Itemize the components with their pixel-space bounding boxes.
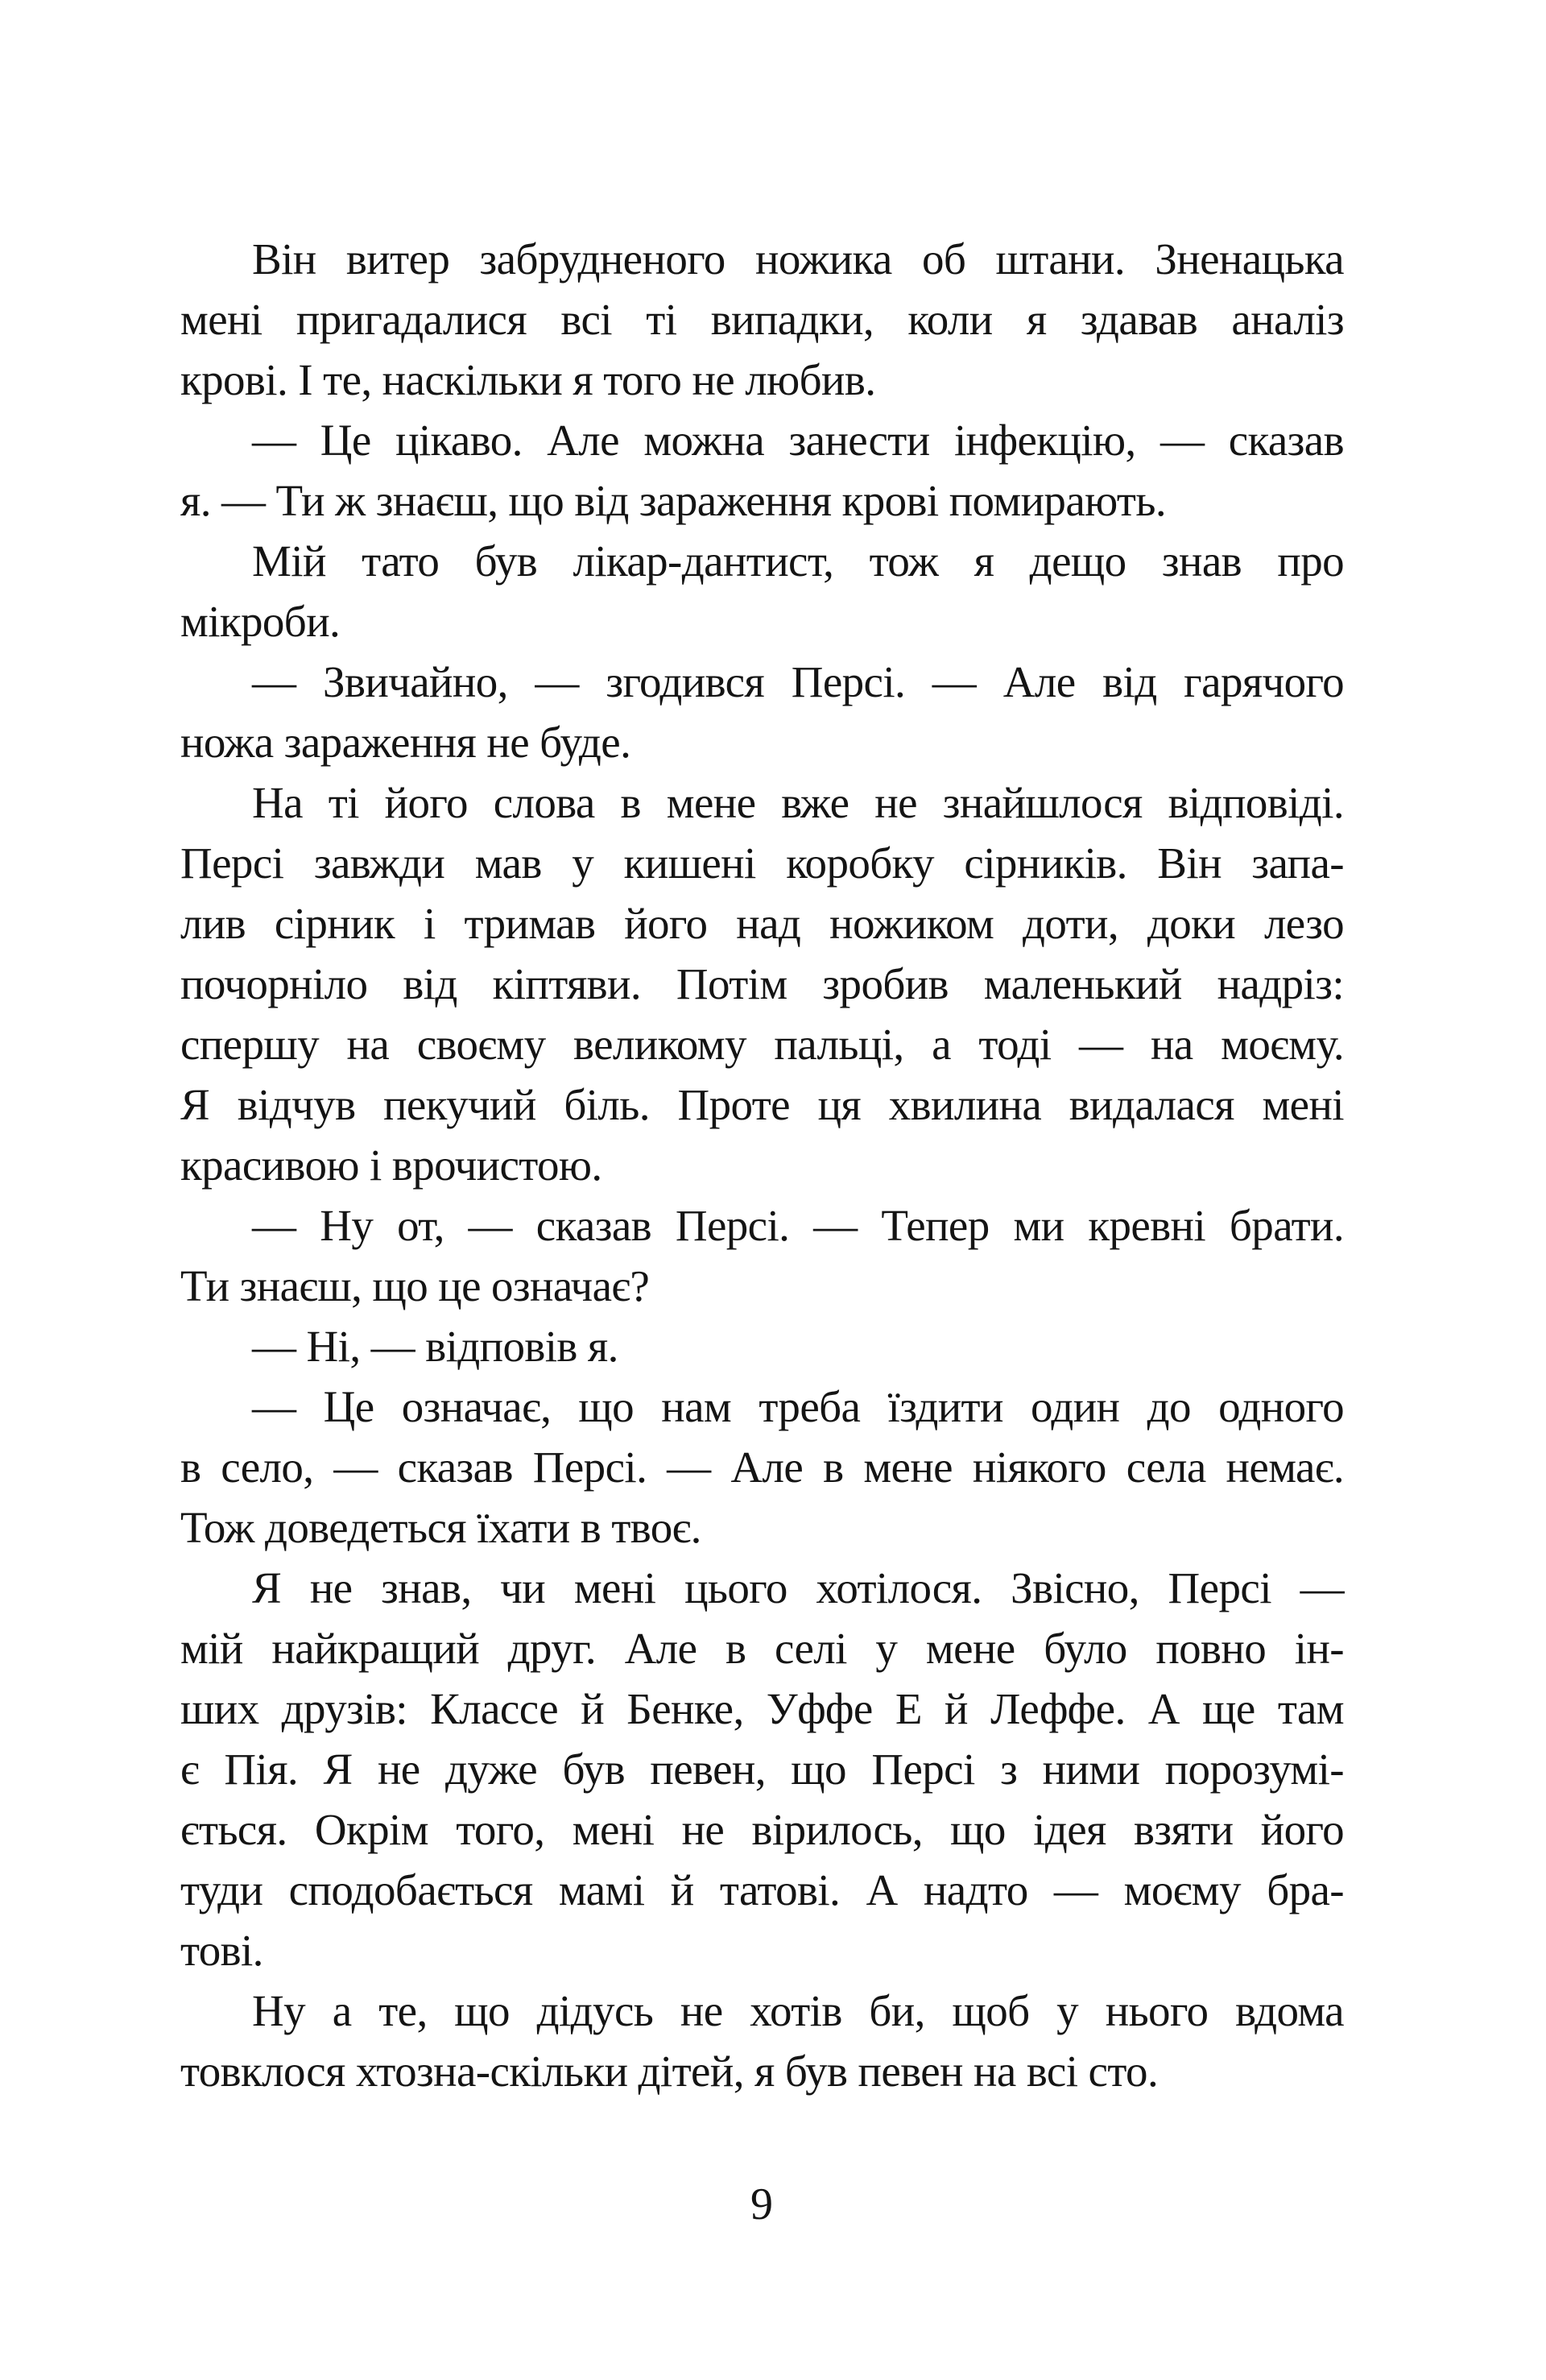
body-text — [180, 229, 1344, 2101]
text-line: Ну а те, що дідусь не хотів би, щоб у нього вдома — [252, 1986, 1344, 2035]
text-line: в село, — сказав Персі. — Але в мене ніякого села немає. — [180, 1442, 1344, 1492]
text-line: тові. — [180, 1926, 263, 1975]
text-line: — Звичайно, — згодився Персі. — Але від гарячого — [252, 657, 1344, 706]
text-line: Мій тато був лікар-дантист, тож я дещо знав про — [252, 536, 1344, 586]
text-line: — Ні, — відповів я. — [252, 1322, 618, 1371]
text-line: — Це цікаво. Але можна занести інфекцію, — сказав — [252, 416, 1344, 465]
text-line: На ті його слова в мене вже не знайшлося відповіді. — [252, 778, 1344, 827]
text-line: почорніло від кіптяви. Потім зробив маленький надріз: — [180, 959, 1344, 1008]
text-line: я. — Ти ж знаєш, що від зараження крові помирають. — [180, 476, 1166, 525]
text-line: — Ну от, — сказав Персі. — Тепер ми кревні брати. — [252, 1201, 1344, 1250]
text-line: мікроби. — [180, 597, 341, 646]
text-line: Тож доведеться їхати в твоє. — [180, 1503, 701, 1552]
text-line: Я не знав, чи мені цього хотілося. Звісно, Персі — — [252, 1563, 1344, 1612]
text-line: Ти знаєш, що це означає? — [180, 1261, 650, 1310]
text-line: крові. І те, наскільки я того не любив. — [180, 355, 876, 404]
text-line: лив сірник і тримав його над ножиком доти, доки лезо — [180, 899, 1344, 948]
text-line: спершу на своєму великому пальці, а тоді — на моєму. — [180, 1020, 1344, 1069]
text-line: красивою і врочистою. — [180, 1140, 602, 1190]
text-line: ножа зараження не буде. — [180, 718, 631, 767]
text-line: туди сподобається мамі й татові. А надто — моєму бра- — [180, 1865, 1344, 1914]
text-line: Я відчув пекучий біль. Проте ця хвилина видалася мені — [180, 1080, 1344, 1129]
text-line: — Це означає, що нам треба їздити один до одного — [252, 1382, 1344, 1431]
text-line: Він витер забрудненого ножика об штани. Зненацька — [252, 234, 1344, 284]
text-line: ється. Окрім того, мені не вірилось, що ідея взяти його — [180, 1805, 1344, 1854]
text-line: є Пія. Я не дуже був певен, що Персі з ними порозумі- — [180, 1745, 1344, 1794]
text-line: мені пригадалися всі ті випадки, коли я здавав аналіз — [180, 295, 1344, 344]
text-line: Персі завжди мав у кишені коробку сірників. Він запа- — [180, 838, 1344, 888]
text-line: товклося хтозна-скільки дітей, я був певен на всі сто. — [180, 2047, 1159, 2096]
page-number: 9 — [750, 2179, 773, 2229]
text-line: ших друзів: Классе й Бенке, Уффе Е й Леффе. А ще там — [180, 1684, 1344, 1733]
text-line: мій найкращий друг. Але в селі у мене було повно ін- — [180, 1624, 1344, 1673]
